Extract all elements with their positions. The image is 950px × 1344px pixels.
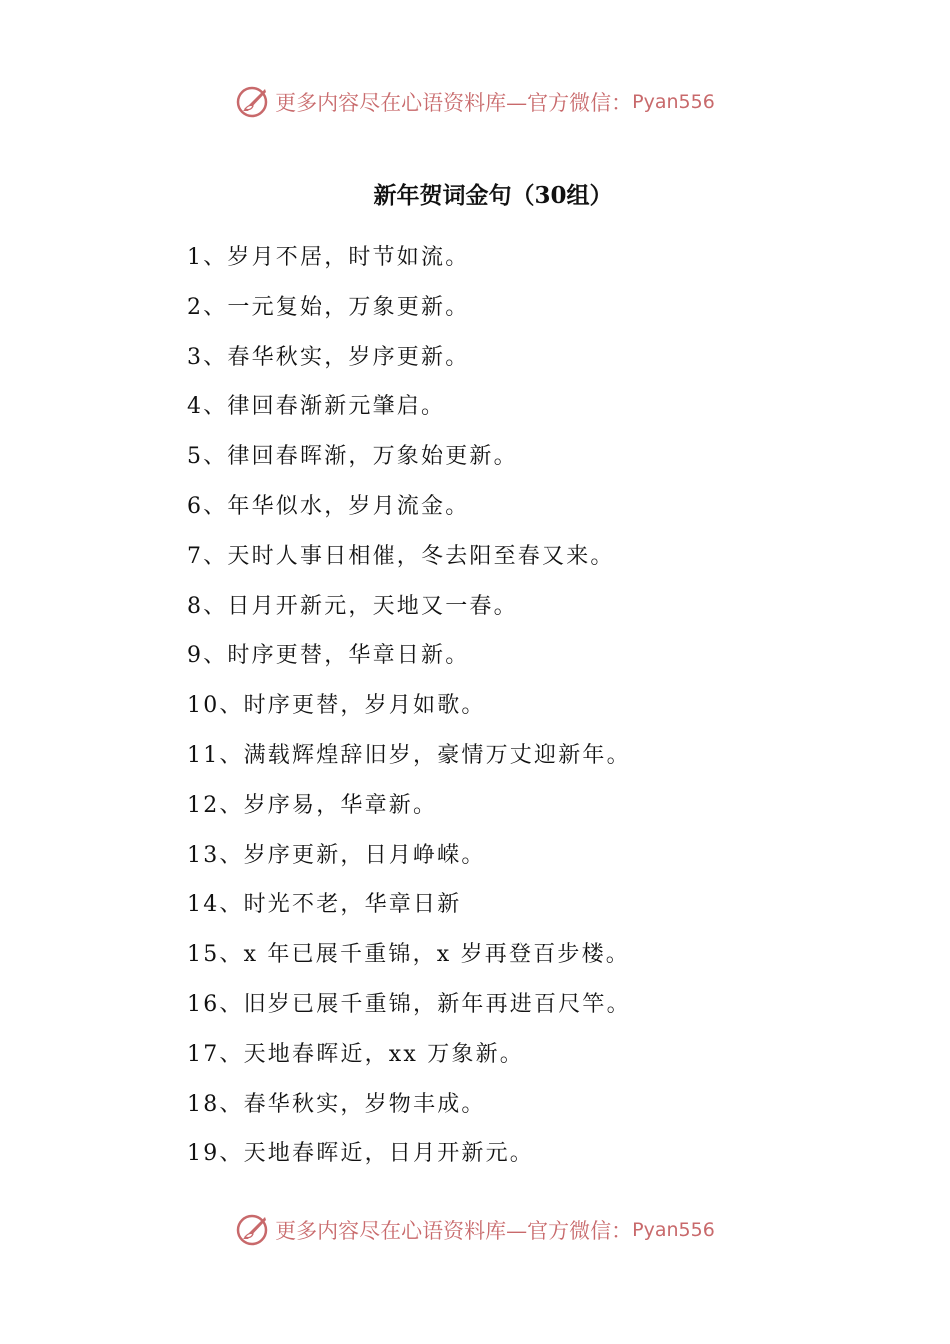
banner-wechat-id: Pyan556: [632, 1219, 715, 1241]
pen-logo-icon: [235, 84, 271, 120]
pen-logo-icon: [235, 1212, 271, 1248]
list-item: 10、时序更替，岁月如歌。: [187, 693, 486, 719]
list-item: 6、年华似水，岁月流金。: [187, 493, 470, 519]
greeting-list: [187, 237, 631, 1183]
list-item: 19、天地春晖近，日月开新元。: [187, 1141, 534, 1167]
list-item: 2、一元复始，万象更新。: [187, 294, 470, 320]
list-item: 3、春华秋实，岁序更新。: [187, 344, 470, 370]
banner-text: 更多内容尽在心语资料库—官方微信：: [275, 91, 633, 115]
list-item: 4、律回春渐新元肇启。: [187, 394, 446, 420]
list-item: 16、旧岁已展千重锦，新年再进百尺竿。: [187, 991, 631, 1017]
list-item: 9、时序更替，华章日新。: [187, 643, 470, 669]
list-item: 15、x 年已展千重锦，x 岁再登百步楼。: [187, 942, 630, 968]
page-title: 新年贺词金句（30组）: [373, 182, 613, 209]
header-watermark-banner: [0, 80, 950, 124]
list-item: 14、时光不老，华章日新: [187, 892, 462, 918]
list-item: 18、春华秋实，岁物丰成。: [187, 1091, 486, 1117]
list-item: 12、岁序易，华章新。: [187, 792, 438, 818]
list-item: 1、岁月不居，时节如流。: [187, 245, 470, 270]
list-item: 17、天地春晖近，xx 万象新。: [187, 1041, 525, 1067]
banner-text: 更多内容尽在心语资料库—官方微信：: [275, 1219, 633, 1243]
banner-wechat-id: Pyan556: [632, 91, 715, 113]
list-item: 8、日月开新元，天地又一春。: [187, 593, 518, 619]
list-item: 13、岁序更新，日月峥嵘。: [187, 842, 486, 868]
list-item: 5、律回春晖渐，万象始更新。: [187, 444, 518, 470]
footer-watermark-banner: [0, 1208, 950, 1252]
list-item: 7、天时人事日相催，冬去阳至春又来。: [187, 543, 615, 569]
list-item: 11、满载辉煌辞旧岁，豪情万丈迎新年。: [187, 742, 631, 768]
